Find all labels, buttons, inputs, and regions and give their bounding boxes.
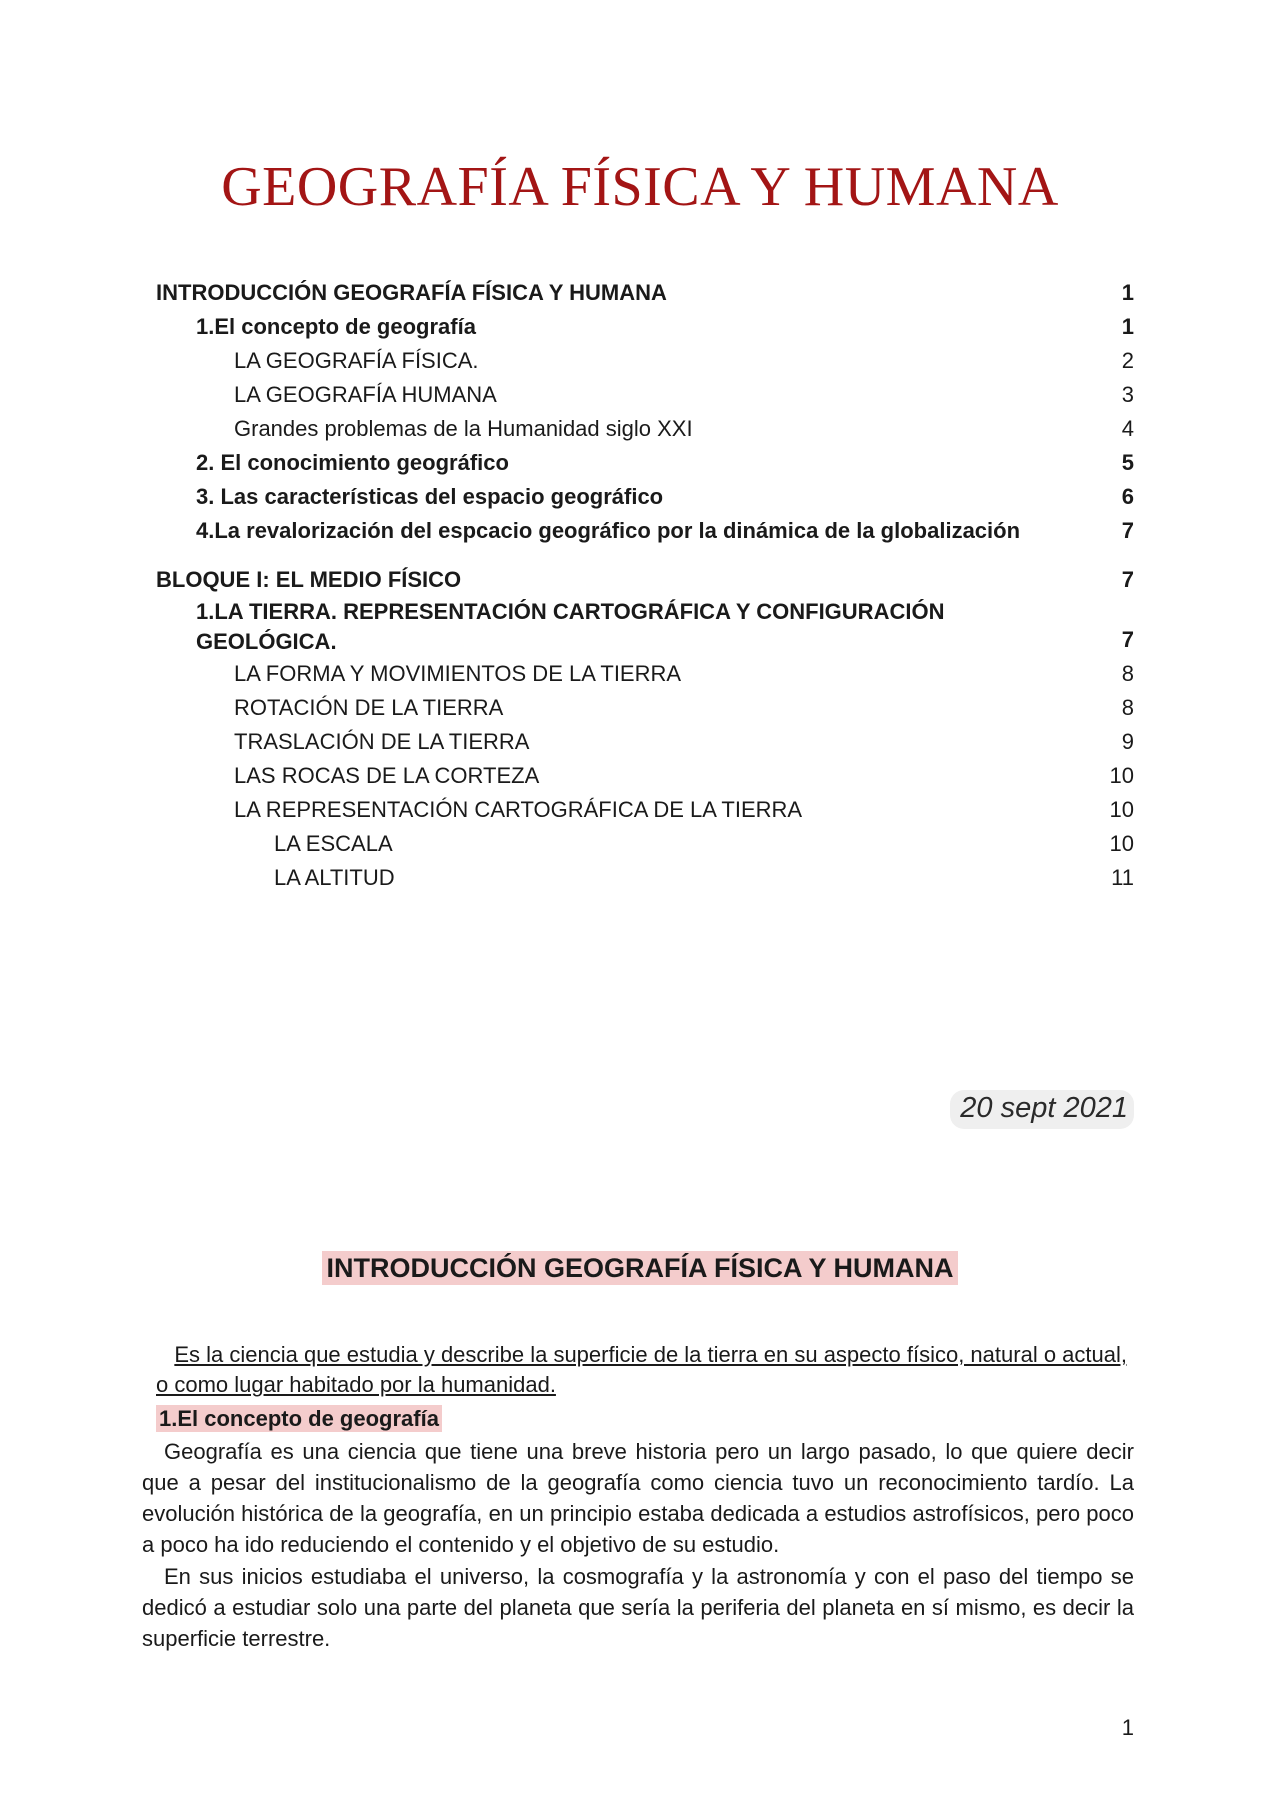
toc-entry[interactable] (156, 276, 1134, 310)
toc-entry[interactable] (156, 793, 1134, 827)
toc-entry[interactable] (156, 657, 1134, 691)
toc-entry[interactable] (156, 310, 1134, 344)
subheading-text: 1.El concepto de geografía (156, 1405, 442, 1432)
toc-entry[interactable] (156, 861, 1134, 895)
toc-entry[interactable] (156, 412, 1134, 446)
toc-entry[interactable] (156, 725, 1134, 759)
page-number: 1 (1121, 1715, 1134, 1740)
toc-entry[interactable] (156, 563, 1134, 597)
subheading (156, 1404, 442, 1434)
toc-entry[interactable] (156, 446, 1134, 480)
document-title: GEOGRAFÍA FÍSICA Y HUMANA (221, 156, 1059, 218)
toc-page: 5 (1121, 450, 1134, 475)
toc-label: TRASLACIÓN DE LA TIERRA (234, 729, 530, 754)
toc-entry[interactable] (156, 480, 1134, 514)
toc-label: 1.LA TIERRA. REPRESENTACIÓN CARTOGRÁFICA Y CONFIGURACIÓN GEOLÓGICA. (196, 599, 945, 654)
toc-label: 4.La revalorización del espcacio geográfico por la dinámica de la globalización (196, 518, 1021, 543)
toc-page: 11 (1111, 865, 1134, 890)
toc-label: 3. Las características del espacio geográfico (196, 484, 664, 509)
toc-page: 3 (1121, 382, 1134, 407)
table-of-contents (156, 276, 1134, 895)
toc-label: LA GEOGRAFÍA HUMANA (234, 382, 497, 407)
toc-entry[interactable] (156, 344, 1134, 378)
toc-label: LA ALTITUD (274, 865, 395, 890)
definition-text (156, 1340, 1134, 1400)
toc-page: 4 (1121, 416, 1134, 441)
definition-underlined: Es la ciencia que estudia y describe la superficie de la tierra en su aspecto físico, natural o actual, o como lugar habitado por la humanidad. (156, 1342, 1127, 1397)
toc-label: LAS ROCAS DE LA CORTEZA (234, 763, 540, 788)
toc-label: LA FORMA Y MOVIMIENTOS DE LA TIERRA (234, 661, 682, 686)
toc-entry[interactable] (156, 378, 1134, 412)
toc-label: ROTACIÓN DE LA TIERRA (234, 695, 504, 720)
toc-label: LA REPRESENTACIÓN CARTOGRÁFICA DE LA TIERRA (234, 797, 803, 822)
toc-page: 1 (1121, 280, 1134, 305)
toc-page: 7 (1121, 518, 1134, 543)
toc-page: 9 (1121, 729, 1134, 754)
toc-page: 10 (1109, 797, 1134, 822)
toc-entry[interactable] (156, 597, 1134, 657)
toc-page: 2 (1121, 348, 1134, 373)
toc-page: 10 (1109, 831, 1134, 856)
date-chip[interactable]: 20 sept 2021 (950, 1090, 1134, 1129)
toc-page: 8 (1121, 661, 1134, 686)
toc-page: 8 (1121, 695, 1134, 720)
toc-page: 10 (1109, 763, 1134, 788)
toc-entry[interactable] (156, 759, 1134, 793)
section-heading-text: INTRODUCCIÓN GEOGRAFÍA FÍSICA Y HUMANA (322, 1251, 957, 1285)
toc-page: 6 (1121, 484, 1134, 509)
section-heading (0, 1253, 1280, 1284)
toc-label: 1.El concepto de geografía (196, 314, 476, 339)
toc-label: LA ESCALA (274, 831, 393, 856)
toc-page: 7 (1121, 627, 1134, 652)
body-paragraph: Geografía es una ciencia que tiene una breve historia pero un largo pasado, lo que quiere decir que a pesar del institucionalismo de la geografía como ciencia tuvo un reconocimiento tardío. La evolución histórica de la geografía, en un principio estaba dedicada a estudios astrofísicos, pero poco a poco ha ido reduciendo el contenido y el objetivo de su estudio. (142, 1439, 1134, 1557)
toc-label: LA GEOGRAFÍA FÍSICA. (234, 348, 479, 373)
toc-entry[interactable] (156, 827, 1134, 861)
toc-label: 2. El conocimiento geográfico (196, 450, 509, 475)
toc-label: Grandes problemas de la Humanidad siglo XXI (234, 416, 693, 441)
toc-entry[interactable] (156, 691, 1134, 725)
toc-label: INTRODUCCIÓN GEOGRAFÍA FÍSICA Y HUMANA (156, 280, 667, 305)
toc-entry[interactable] (156, 514, 1134, 548)
toc-page: 7 (1121, 567, 1134, 592)
body-paragraph: En sus inicios estudiaba el universo, la cosmografía y la astronomía y con el paso del tiempo se dedicó a estudiar solo una parte del planeta que sería la periferia del planeta en sí mismo, es decir la superficie terrestre. (142, 1564, 1134, 1651)
toc-label: BLOQUE I: EL MEDIO FÍSICO (156, 567, 462, 592)
toc-page: 1 (1121, 314, 1134, 339)
